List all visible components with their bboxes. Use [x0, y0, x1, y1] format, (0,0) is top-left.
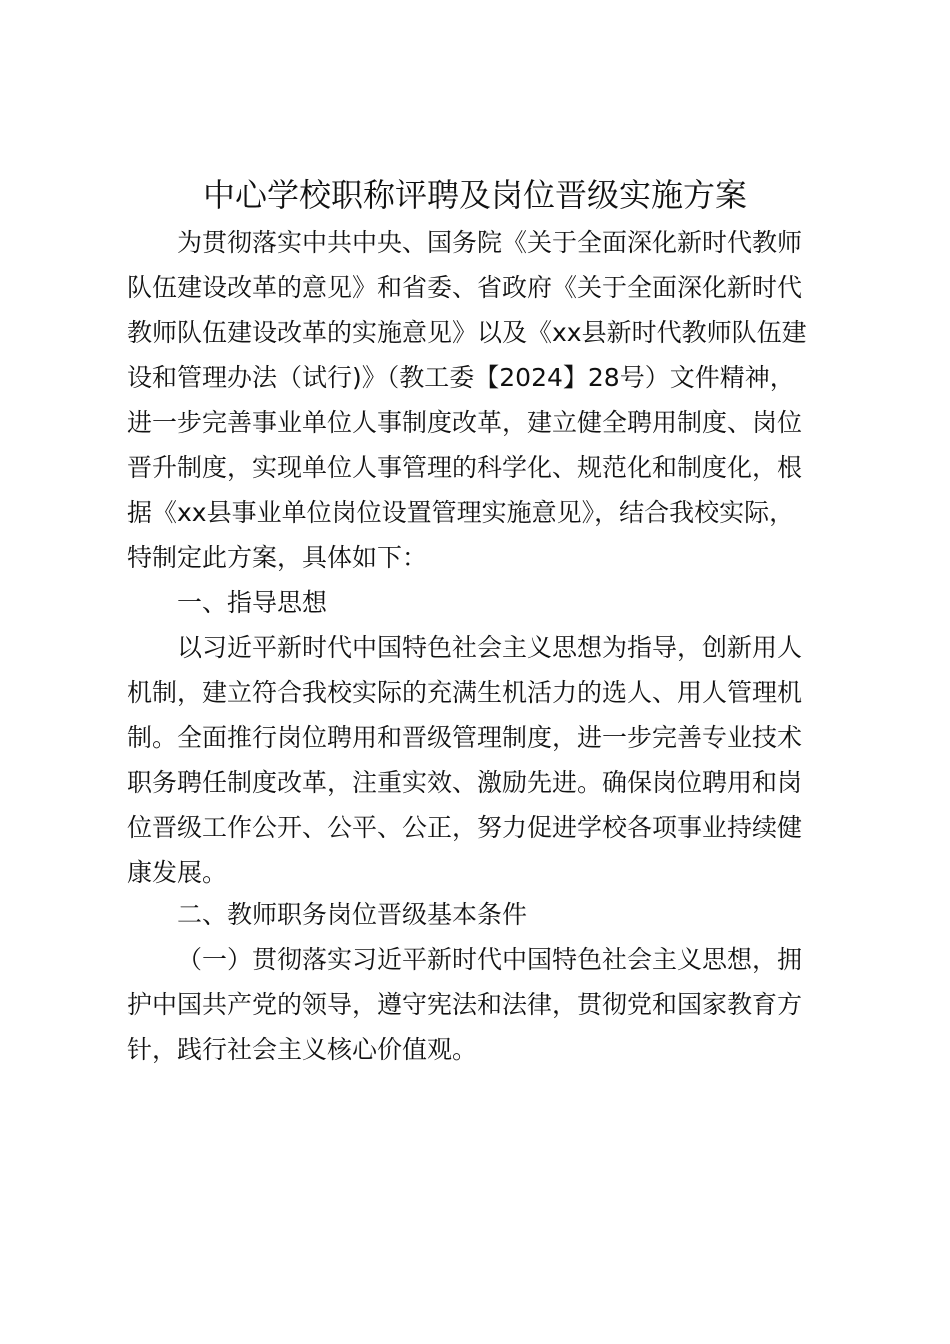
paragraph-line: 设和管理办法（试行)》（教工委【2024】28号）文件精神，	[127, 363, 795, 392]
paragraph-line: 晋升制度，实现单位人事管理的科学化、规范化和制度化，根	[127, 453, 803, 482]
paragraph-line: 针，践行社会主义核心价值观。	[127, 1035, 478, 1064]
section-heading: 二、教师职务岗位晋级基本条件	[177, 900, 528, 929]
paragraph-line: 职务聘任制度改革，注重实效、激励先进。确保岗位聘用和岗	[127, 768, 803, 797]
document-title: 中心学校职称评聘及岗位晋级实施方案	[202, 176, 747, 214]
paragraph-line: 康发展。	[127, 858, 228, 887]
paragraph-line: 位晋级工作公开、公平、公正，努力促进学校各项事业持续健	[127, 813, 803, 842]
paragraph-line: 以习近平新时代中国特色社会主义思想为指导，创新用人	[177, 633, 803, 662]
section-heading: 一、指导思想	[177, 588, 328, 617]
paragraph-line: 据《xx县事业单位岗位设置管理实施意见》，结合我校实际，	[127, 498, 795, 527]
paragraph-line: 进一步完善事业单位人事制度改革，建立健全聘用制度、岗位	[127, 408, 803, 437]
paragraph-line: 为贯彻落实中共中央、国务院《关于全面深化新时代教师	[177, 228, 803, 257]
paragraph-line: 护中国共产党的领导，遵守宪法和法律，贯彻党和国家教育方	[127, 990, 803, 1019]
paragraph-line: 特制定此方案，具体如下：	[127, 543, 428, 572]
paragraph-line: 队伍建设改革的意见》和省委、省政府《关于全面深化新时代	[127, 273, 803, 302]
paragraph-line: 制。全面推行岗位聘用和晋级管理制度，进一步完善专业技术	[127, 723, 803, 752]
paragraph-line: 机制，建立符合我校实际的充满生机活力的选人、用人管理机	[127, 678, 803, 707]
paragraph-line: 教师队伍建设改革的实施意见》以及《xx县新时代教师队伍建	[127, 318, 807, 347]
paragraph-line: （一）贯彻落实习近平新时代中国特色社会主义思想，拥	[177, 945, 803, 974]
